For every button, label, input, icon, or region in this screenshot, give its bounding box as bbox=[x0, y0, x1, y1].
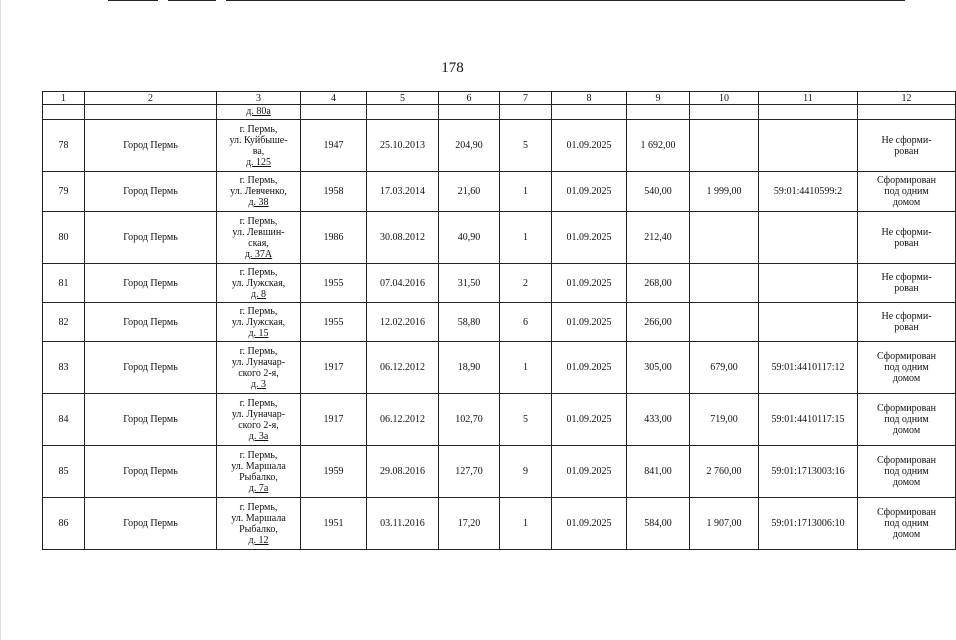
row-number: 80 bbox=[43, 212, 85, 264]
land-area-cell bbox=[690, 264, 759, 303]
status-line: рован bbox=[894, 322, 919, 333]
table-row bbox=[43, 394, 956, 446]
header-row bbox=[43, 92, 956, 105]
status-cell bbox=[858, 342, 956, 394]
land-area-cell: 679,00 bbox=[690, 342, 759, 394]
table-row bbox=[43, 498, 956, 550]
status-line: под одним bbox=[884, 466, 929, 477]
year-cell: 1958 bbox=[301, 172, 367, 212]
area-cell: 204,90 bbox=[439, 120, 500, 172]
deadline-cell: 01.09.2025 bbox=[552, 172, 627, 212]
table-header bbox=[43, 92, 956, 105]
status-line: домом bbox=[892, 373, 921, 384]
address-line: г. Пермь, bbox=[239, 501, 278, 513]
address-line: г. Пермь, bbox=[239, 266, 278, 278]
table-cell bbox=[858, 105, 956, 120]
page-left-edge bbox=[0, 0, 1, 640]
status-line: Не сформи- bbox=[881, 311, 932, 322]
status-cell bbox=[858, 120, 956, 172]
address-line: д. 3 bbox=[250, 378, 267, 390]
land-area-cell: 1 999,00 bbox=[690, 172, 759, 212]
address-cell bbox=[217, 172, 301, 212]
address-line: д. 12 bbox=[248, 534, 269, 546]
land-area-cell: 1 907,00 bbox=[690, 498, 759, 550]
address-line: ского 2-я, bbox=[238, 419, 279, 431]
address-cell bbox=[217, 394, 301, 446]
cost-cell: 841,00 bbox=[627, 446, 690, 498]
status-line: домом bbox=[892, 477, 921, 488]
status-line: рован bbox=[894, 237, 919, 249]
address-line: г. Пермь, bbox=[239, 305, 278, 317]
table-cell bbox=[500, 105, 552, 120]
cost-cell: 268,00 bbox=[627, 264, 690, 303]
row-number: 85 bbox=[43, 446, 85, 498]
status-line: под одним bbox=[884, 186, 929, 197]
status-cell bbox=[858, 446, 956, 498]
year-cell: 1955 bbox=[301, 303, 367, 342]
date-cell: 07.04.2016 bbox=[367, 264, 439, 303]
date-cell: 29.08.2016 bbox=[367, 446, 439, 498]
address-cell bbox=[217, 498, 301, 550]
city-cell: Город Пермь bbox=[85, 264, 217, 303]
row-number: 83 bbox=[43, 342, 85, 394]
table-cell bbox=[627, 105, 690, 120]
table-cell bbox=[690, 105, 759, 120]
count-cell: 5 bbox=[500, 394, 552, 446]
address-line: д. 38 bbox=[248, 197, 269, 208]
status-line: Сформирован bbox=[876, 507, 937, 518]
year-cell: 1947 bbox=[301, 120, 367, 172]
area-cell: 17,20 bbox=[439, 498, 500, 550]
area-cell: 58,80 bbox=[439, 303, 500, 342]
status-line: рован bbox=[894, 145, 919, 157]
address-line: г. Пермь, bbox=[239, 397, 278, 409]
row-number: 84 bbox=[43, 394, 85, 446]
area-cell: 127,70 bbox=[439, 446, 500, 498]
table-row bbox=[43, 264, 956, 303]
year-cell: 1986 bbox=[301, 212, 367, 264]
land-area-cell bbox=[690, 212, 759, 264]
cost-cell: 584,00 bbox=[627, 498, 690, 550]
address-cell bbox=[217, 212, 301, 264]
date-cell: 06.12.2012 bbox=[367, 342, 439, 394]
top-rule bbox=[226, 0, 905, 1]
table-row bbox=[43, 212, 956, 264]
address-line: г. Пермь, bbox=[239, 449, 278, 461]
header-col-5: 5 bbox=[367, 92, 439, 105]
header-col-2: 2 bbox=[85, 92, 217, 105]
row-number: 82 bbox=[43, 303, 85, 342]
page-number: 178 bbox=[441, 60, 464, 76]
status-cell bbox=[858, 394, 956, 446]
row-number: 78 bbox=[43, 120, 85, 172]
table-cell bbox=[552, 105, 627, 120]
header-col-12: 12 bbox=[858, 92, 956, 105]
status-line: домом bbox=[892, 197, 921, 208]
status-line: Не сформи- bbox=[881, 134, 932, 146]
date-cell: 06.12.2012 bbox=[367, 394, 439, 446]
cadastral-cell bbox=[759, 303, 858, 342]
area-cell: 40,90 bbox=[439, 212, 500, 264]
area-cell: 21,60 bbox=[439, 172, 500, 212]
table-cell bbox=[439, 105, 500, 120]
status-line: Не сформи- bbox=[881, 226, 932, 238]
city-cell: Город Пермь bbox=[85, 394, 217, 446]
count-cell: 1 bbox=[500, 172, 552, 212]
date-cell: 03.11.2016 bbox=[367, 498, 439, 550]
city-cell: Город Пермь bbox=[85, 120, 217, 172]
header-col-8: 8 bbox=[552, 92, 627, 105]
deadline-cell: 01.09.2025 bbox=[552, 446, 627, 498]
table-row bbox=[43, 172, 956, 212]
count-cell: 9 bbox=[500, 446, 552, 498]
cadastral-cell bbox=[759, 212, 858, 264]
address-cell bbox=[217, 264, 301, 303]
city-cell: Город Пермь bbox=[85, 212, 217, 264]
deadline-cell: 01.09.2025 bbox=[552, 303, 627, 342]
cadastral-cell: 59:01:1713003:16 bbox=[759, 446, 858, 498]
address-line: ского 2-я, bbox=[238, 367, 279, 379]
address-line: ул. Луначар- bbox=[231, 356, 286, 368]
count-cell: 2 bbox=[500, 264, 552, 303]
deadline-cell: 01.09.2025 bbox=[552, 394, 627, 446]
housing-registry-table bbox=[42, 91, 956, 550]
count-cell: 5 bbox=[500, 120, 552, 172]
cost-cell: 1 692,00 bbox=[627, 120, 690, 172]
cadastral-cell: 59:01:4410117:15 bbox=[759, 394, 858, 446]
row-number: 79 bbox=[43, 172, 85, 212]
city-cell: Город Пермь bbox=[85, 498, 217, 550]
status-cell bbox=[858, 172, 956, 212]
address-line: д. 37А bbox=[244, 248, 273, 260]
cost-cell: 266,00 bbox=[627, 303, 690, 342]
header-col-11: 11 bbox=[759, 92, 858, 105]
status-line: рован bbox=[894, 283, 919, 294]
address-line: д. 125 bbox=[245, 156, 272, 168]
status-cell bbox=[858, 498, 956, 550]
deadline-cell: 01.09.2025 bbox=[552, 342, 627, 394]
address-line: ва, bbox=[252, 145, 265, 157]
address-line: ул. Луначар- bbox=[231, 408, 286, 420]
year-cell: 1959 bbox=[301, 446, 367, 498]
count-cell: 1 bbox=[500, 342, 552, 394]
table-cell bbox=[759, 105, 858, 120]
year-cell: 1917 bbox=[301, 342, 367, 394]
address-cell bbox=[217, 446, 301, 498]
address-line: ул. Лужская, bbox=[231, 277, 286, 289]
cost-cell: 212,40 bbox=[627, 212, 690, 264]
cost-cell: 305,00 bbox=[627, 342, 690, 394]
header-col-1: 1 bbox=[43, 92, 85, 105]
table-row bbox=[43, 120, 956, 172]
address-line: ул. Левченко, bbox=[230, 186, 287, 197]
address-line: д. 15 bbox=[248, 327, 269, 339]
deadline-cell: 01.09.2025 bbox=[552, 120, 627, 172]
table-body bbox=[43, 105, 956, 550]
table-row bbox=[43, 303, 956, 342]
status-line: Сформирован bbox=[876, 175, 937, 186]
address-line: ул. Маршала bbox=[231, 460, 286, 472]
top-rule bbox=[108, 0, 158, 1]
cadastral-cell: 59:01:1713006:10 bbox=[759, 498, 858, 550]
address-line: ул. Лужская, bbox=[231, 316, 286, 328]
continuation-row bbox=[43, 105, 956, 120]
land-area-cell bbox=[690, 303, 759, 342]
address-line: Рыбалко, bbox=[239, 471, 278, 483]
city-cell: Город Пермь bbox=[85, 446, 217, 498]
count-cell: 1 bbox=[500, 212, 552, 264]
status-line: под одним bbox=[884, 414, 929, 425]
year-cell: 1951 bbox=[301, 498, 367, 550]
header-col-10: 10 bbox=[690, 92, 759, 105]
land-area-cell: 2 760,00 bbox=[690, 446, 759, 498]
table-cell bbox=[43, 105, 85, 120]
table-row bbox=[43, 342, 956, 394]
address-cell bbox=[217, 120, 301, 172]
cadastral-cell: 59:01:4410599:2 bbox=[759, 172, 858, 212]
address-line: г. Пермь, bbox=[239, 345, 278, 357]
date-cell: 30.08.2012 bbox=[367, 212, 439, 264]
cost-cell: 433,00 bbox=[627, 394, 690, 446]
status-line: домом bbox=[892, 529, 921, 540]
status-line: Сформирован bbox=[876, 403, 937, 414]
status-line: Сформирован bbox=[876, 455, 937, 466]
cadastral-cell: 59:01:4410117:12 bbox=[759, 342, 858, 394]
status-cell bbox=[858, 212, 956, 264]
address-continuation-text: д. 80а bbox=[246, 106, 271, 117]
date-cell: 25.10.2013 bbox=[367, 120, 439, 172]
city-cell: Город Пермь bbox=[85, 172, 217, 212]
land-area-cell: 719,00 bbox=[690, 394, 759, 446]
city-cell: Город Пермь bbox=[85, 342, 217, 394]
row-number: 81 bbox=[43, 264, 85, 303]
address-line: д. 7а bbox=[248, 482, 269, 494]
date-cell: 17.03.2014 bbox=[367, 172, 439, 212]
year-cell: 1917 bbox=[301, 394, 367, 446]
status-line: под одним bbox=[884, 518, 929, 529]
address-line: ул. Куйбыше- bbox=[229, 134, 288, 146]
address-line: ская, bbox=[248, 237, 269, 249]
address-cell bbox=[217, 342, 301, 394]
header-col-6: 6 bbox=[439, 92, 500, 105]
address-line: д. 3а bbox=[248, 430, 269, 442]
table-row bbox=[43, 446, 956, 498]
deadline-cell: 01.09.2025 bbox=[552, 212, 627, 264]
address-line: ул. Маршала bbox=[231, 512, 286, 524]
status-line: домом bbox=[892, 425, 921, 436]
cost-cell: 540,00 bbox=[627, 172, 690, 212]
deadline-cell: 01.09.2025 bbox=[552, 498, 627, 550]
status-line: Сформирован bbox=[876, 351, 937, 362]
row-number: 86 bbox=[43, 498, 85, 550]
table-cell bbox=[301, 105, 367, 120]
address-cell bbox=[217, 303, 301, 342]
status-line: под одним bbox=[884, 362, 929, 373]
header-col-9: 9 bbox=[627, 92, 690, 105]
header-col-3: 3 bbox=[217, 92, 301, 105]
status-line: Не сформи- bbox=[881, 272, 932, 283]
cadastral-cell bbox=[759, 264, 858, 303]
address-line: Рыбалко, bbox=[239, 523, 278, 535]
deadline-cell: 01.09.2025 bbox=[552, 264, 627, 303]
cadastral-cell bbox=[759, 120, 858, 172]
area-cell: 18,90 bbox=[439, 342, 500, 394]
top-rule bbox=[168, 0, 216, 1]
land-area-cell bbox=[690, 120, 759, 172]
address-line: ул. Левшин- bbox=[232, 226, 285, 238]
table-cell bbox=[85, 105, 217, 120]
area-cell: 102,70 bbox=[439, 394, 500, 446]
status-cell bbox=[858, 303, 956, 342]
area-cell: 31,50 bbox=[439, 264, 500, 303]
address-line: г. Пермь, bbox=[239, 123, 278, 135]
status-cell bbox=[858, 264, 956, 303]
city-cell: Город Пермь bbox=[85, 303, 217, 342]
address-continuation bbox=[217, 105, 301, 120]
address-line: г. Пермь, bbox=[239, 215, 278, 227]
count-cell: 6 bbox=[500, 303, 552, 342]
header-col-7: 7 bbox=[500, 92, 552, 105]
header-col-4: 4 bbox=[301, 92, 367, 105]
table-cell bbox=[367, 105, 439, 120]
address-line: г. Пермь, bbox=[239, 175, 278, 186]
year-cell: 1955 bbox=[301, 264, 367, 303]
count-cell: 1 bbox=[500, 498, 552, 550]
date-cell: 12.02.2016 bbox=[367, 303, 439, 342]
address-line: д. 8 bbox=[250, 288, 267, 300]
